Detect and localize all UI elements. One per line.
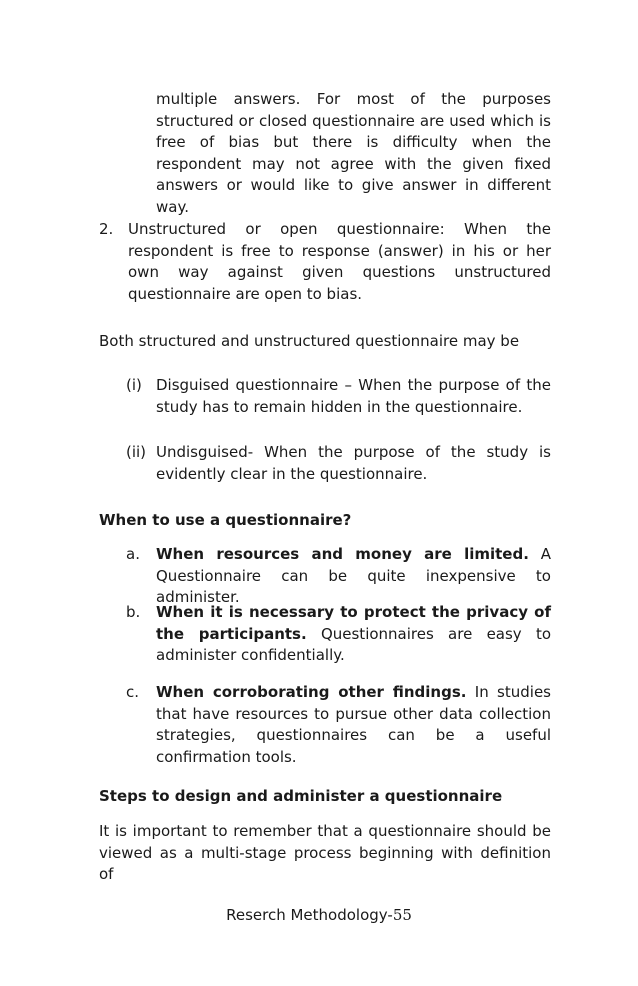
paragraph-text: Both structured and unstructured questionnaire may be	[99, 332, 520, 350]
roman-item-i	[126, 375, 551, 418]
paragraph-steps	[99, 821, 551, 886]
when-item-text	[156, 682, 551, 768]
item-letter: a.	[126, 545, 140, 563]
item-letter: b.	[126, 603, 141, 621]
item-body: Questionnaires are easy to administer confidentially.	[156, 624, 552, 664]
section-heading-when: When to use a questionnaire?	[99, 511, 352, 529]
continuation-text: multiple answers. For most of the purposes structured or closed questionnaire are used which is free of bias but there is difficulty when the respondent may not agree with the given fixed answers or would like to give answer in different way.	[156, 90, 551, 216]
when-item-c	[126, 682, 551, 768]
list-number: 2.	[99, 220, 114, 238]
item-lead: When it is necessary to protect the privacy of the participants.	[156, 603, 551, 643]
roman-number: (ii)	[126, 443, 147, 461]
paragraph-both	[99, 331, 551, 353]
page-footer	[0, 905, 638, 927]
roman-item-ii	[126, 442, 551, 485]
roman-item-text: Disguised questionnaire – When the purpose of the study has to remain hidden in the questionnaire.	[156, 376, 551, 416]
page-number: 55	[392, 906, 412, 924]
when-item-text	[156, 602, 551, 667]
list-item-2	[99, 219, 551, 305]
section-heading-steps: Steps to design and administer a questionnaire	[99, 787, 503, 805]
when-item-a	[126, 544, 551, 609]
list-item-text: Unstructured or open questionnaire: When the respondent is free to response (answer) in his or her own way against given questions unstructured questionnaire are open to bias.	[128, 220, 551, 303]
continuation-paragraph	[156, 89, 551, 218]
when-item-b	[126, 602, 551, 667]
item-lead: When corroborating other findings.	[156, 683, 467, 701]
item-body: A Questionnaire can be quite inexpensive to administer.	[156, 545, 551, 606]
item-body: In studies that have resources to pursue other data collection strategies, questionnaires can be a useful confirmation tools.	[156, 683, 551, 766]
item-letter: c.	[126, 683, 140, 701]
roman-number: (i)	[126, 376, 142, 394]
roman-item-text: Undisguised- When the purpose of the study is evidently clear in the questionnaire.	[156, 443, 551, 483]
when-item-text	[156, 544, 551, 609]
footer-label: Reserch Methodology-	[226, 906, 393, 924]
paragraph-text: It is important to remember that a questionnaire should be viewed as a multi-stage process beginning with definition of	[99, 822, 551, 883]
item-lead: When resources and money are limited.	[156, 545, 529, 563]
